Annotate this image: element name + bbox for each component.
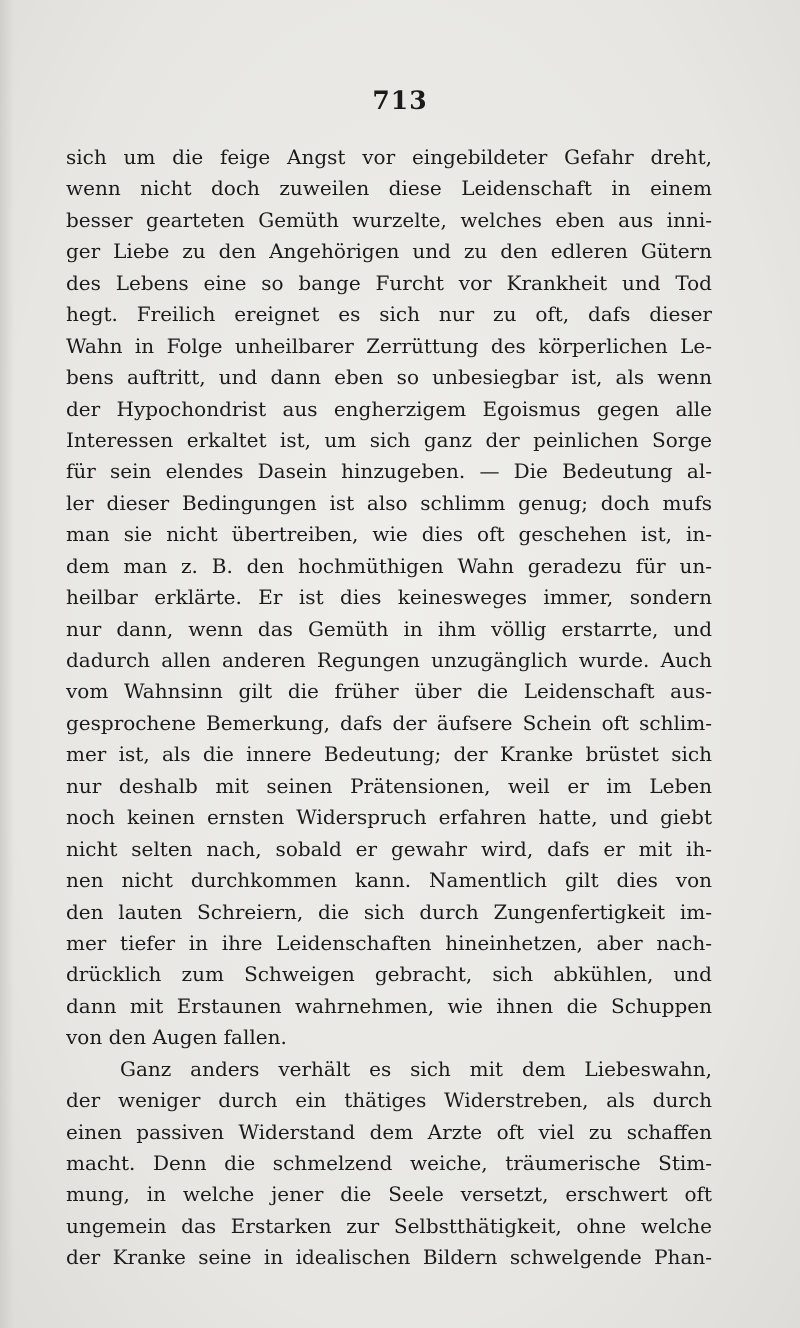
text-line: gesprochene Bemerkung, dafs der äufsere Schein oft schlim- [66,710,712,735]
page-edge-shadow [0,0,14,1328]
text-line: der Hypochondrist aus engherzigem Egoismus gegen alle [66,396,712,421]
text-line: dann mit Erstaunen wahrnehmen, wie ihnen die Schuppen [66,993,712,1018]
text-line: einen passiven Widerstand dem Arzte oft viel zu schaffen [66,1119,712,1144]
text-line: ger Liebe zu den Angehörigen und zu den edleren Gütern [66,239,712,264]
text-line: mer tiefer in ihre Leidenschaften hineinhetzen, aber nach- [66,930,712,955]
text-line: nur deshalb mit seinen Prätensionen, weil er im Leben [66,773,712,798]
text-line: mung, in welche jener die Seele versetzt, erschwert oft [66,1182,712,1207]
text-line: mer ist, als die innere Bedeutung; der Kranke brüstet sich [66,742,712,767]
text-line: drücklich zum Schweigen gebracht, sich abkühlen, und [66,962,712,987]
text-line: noch keinen ernsten Widerspruch erfahren hatte, und giebt [66,805,712,830]
paragraph-end-line: von den Augen fallen. [66,1025,287,1050]
text-line: ler dieser Bedingungen ist also schlimm genug; doch mufs [66,490,712,515]
text-line: ungemein das Erstarken zur Selbstthätigkeit, ohne welche [66,1213,712,1238]
text-line: nicht selten nach, sobald er gewahr wird, dafs er mit ih- [66,836,712,861]
text-line: für sein elendes Dasein hinzugeben. — Die Bedeutung al- [66,459,712,484]
text-line: vom Wahnsinn gilt die früher über die Leidenschaft aus- [66,679,712,704]
text-line: der weniger durch ein thätiges Widerstreben, als durch [66,1088,712,1113]
text-line: den lauten Schreiern, die sich durch Zungenfertigkeit im- [66,899,712,924]
text-line: Interessen erkaltet ist, um sich ganz der peinlichen Sorge [66,427,712,452]
text-line: der Kranke seine in idealischen Bildern schwelgende Phan- [66,1245,712,1270]
text-line: dem man z. B. den hochmüthigen Wahn geradezu für un- [66,553,712,578]
text-line: Wahn in Folge unheilbarer Zerrüttung des körperlichen Le- [66,333,712,358]
text-line: nen nicht durchkommen kann. Namentlich gilt dies von [66,868,712,893]
paragraph-start-line: Ganz anders verhält es sich mit dem Liebeswahn, [120,1056,712,1081]
text-line: nur dann, wenn das Gemüth in ihm völlig erstarrte, und [66,616,712,641]
text-line: heilbar erklärte. Er ist dies keinesweges immer, sondern [66,585,712,610]
text-line: man sie nicht übertreiben, wie dies oft geschehen ist, in- [66,522,712,547]
text-line: des Lebens eine so bange Furcht vor Krankheit und Tod [66,270,712,295]
text-line: sich um die feige Angst vor eingebildeter Gefahr dreht, [66,145,712,169]
text-line: wenn nicht doch zuweilen diese Leidenschaft in einem [66,176,712,201]
text-line: dadurch allen anderen Regungen unzugänglich wurde. Auch [66,648,712,672]
text-line: macht. Denn die schmelzend weiche, träumerische Stim- [66,1151,712,1175]
text-line: hegt. Freilich ereignet es sich nur zu oft, dafs dieser [66,302,712,327]
page-number: 713 [372,86,428,115]
text-line: besser gearteten Gemüth wurzelte, welches eben aus inni- [66,207,712,232]
text-line: bens auftritt, und dann eben so unbesiegbar ist, als wenn [66,365,712,390]
body-text [66,142,712,1274]
